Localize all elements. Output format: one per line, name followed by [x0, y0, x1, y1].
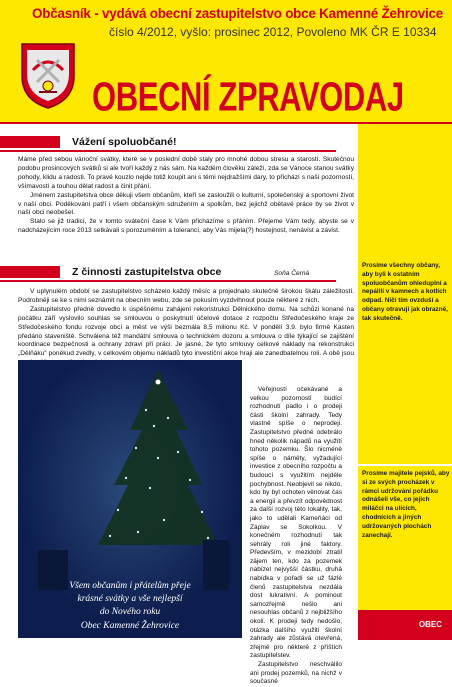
sidebar-note-dogs: Prosíme majitele pejsků, aby si ze svých procházek v rámci udržování pořádku odnášeli vše, co jejich miláčci na ulicích, chodnících a jiných udržovaných plochách zanechají.: [362, 470, 450, 539]
heading-accent-block: [0, 266, 60, 278]
greeting-title: Vážení spoluobčané!: [72, 136, 177, 148]
christmas-tree-photo: [18, 360, 242, 638]
council-column-paragraph: Zastupitelstvo neschválilo ani prodej pozemků, na nichž v současné: [250, 661, 342, 686]
council-intro: [18, 288, 354, 368]
footer-badge: [358, 610, 452, 640]
footer-label: OBEC: [418, 620, 442, 629]
greeting-paragraph: Stalo se již tradicí, že v tomto sváteční čase k Vám přicházíme s přáním. Přejeme Vám tedy, abyste se v nadcházejícím roce 2013 setkávali s porozuměním a tolerancí, aby Vás mijela(?) hostejnost, nenávist a závist.: [18, 218, 354, 235]
coat-of-arms-icon: [19, 40, 77, 110]
council-title: Z činnosti zastupitelstva obce: [72, 266, 222, 278]
council-paragraph: V uplynulém období se zastupitelstvo scházelo každý měsíc a projednalo skutečně širokou škálu záležitostí. Podrobněji se ke s nimi seznámit na obecním webu, zde se pokusím vyzdvihnout pouze některé z nich.: [18, 288, 354, 304]
greeting-heading-bar: [0, 134, 336, 152]
council-heading-bar: [0, 264, 336, 282]
council-paragraph: Zastupitelstvo předně dovedlo k úspěšnému zahájení rekonstrukci Dělnického domu. Na schůzi konané na počátku září vyslovilo souhlas se smlouvou o poskytnutí účelové dotace z rozpočtu Středočeského kraje ze Středočeského fondu rozvoje obcí a měst ve výši bezmála 8,5 milionu Kč. V pondělí 3.9. bylo firmě Kasten předáno staveniště. Schválena též mandátní smlouva o technickém dozoru a smlouva o díle týkající se zajištění koordinace bezpečnosti a ochrany zdraví při práci. Je jasné, že tyto smlouvy celkové náklady na rekonstrukci „Dělňáku“ poněkud zvedly, v celkovém objemu nákladů tyto investiční akce hraji ale zanedbatelnou roli. A obě jsou: [18, 305, 354, 358]
publication-tagline: Občasník - vydává obecní zastupitelstvo obce Kamenné Žehrovice: [32, 6, 444, 21]
sidebar-note-heating: Prosíme všechny občany, aby byli k ostatním spoluobčanům ohleduplní a nepálili v kamnech a kotlích odpad. Ničí tím ovzduší a občany otravují jak obrazně, tak skutečně.: [362, 262, 448, 322]
heading-accent-block: [0, 136, 60, 148]
photo-caption-line: Všem občanům i přátelům přeje: [69, 581, 191, 591]
sidebar-panel: [358, 124, 452, 640]
greeting-signature: Soňa Černá: [274, 270, 310, 277]
sidebar-divider: [358, 464, 452, 466]
photo-caption-line: do Nového roku: [99, 607, 161, 617]
greeting-paragraph: Jménem zastupitelstva obce děkuji všem občanům, kteří se zasloužili o kulturní, společenský a sportovní život v naší obci. Poděkování patří i všem občanským sdružením a spolkům, bez jejichž obětavé práce by se život v naší obci neobešel.: [18, 191, 354, 217]
newsletter-title: OBECNÍ ZPRAVODAJ: [92, 73, 404, 120]
greeting-body: [18, 156, 354, 236]
masthead-banner: [0, 0, 452, 122]
photo-caption-line: Obec Kamenné Žehrovice: [80, 621, 180, 631]
council-column-paragraph: Veřejností očekávané a velkou pozorností budící rozhodnutí padlo i o prodeji části školní zahrady. Tedy vlastně spíše o neprodeji. Zastupitelstvo předně odebrálo hned několik nápadů na využití tohoto pozemku. Šlo nicméně spíše o náměty, vyžadující investice z obecního rozpočtu a budoucí s využitím nejdéle pochybnost. Neobjevil se nikdo, kdo by byl ochoten věnovat čas a energii a převzít odpovědnost za další rozvoj této lokality, tak, jako to udělali Kameňáci od Záplav se Sokolkou. V konečném rozhodnutí tak sehrály roli jiné faktory. Především, v mezidobí ztratil zájem ten, kdo za pozemek nabízel nejvyšší částku, druhá nabídka v pořadí se už fázlé členů zastupitelstva nezdála dost lukrativní. A pominout samozřejmě nešlo ani nesouhlas občanů z nejbližšího okolí. K prodeji tedy nedošlo, otázka dalšího využití školní zahrady ale zůstává otevřená, zřejmě pro některé z příštích zastupitelstev.: [250, 386, 342, 660]
photo-caption-line: krásné svátky a vše nejlepší: [77, 594, 183, 604]
issue-info: číslo 4/2012, vyšlo: prosinec 2012, Povoleno MK ČR E 10334: [109, 25, 437, 39]
greeting-paragraph: Máme před sebou vánoční svátky, které se v poslední době staly pro mnohé dobou stresu a starostí. Skutečnou podobu prosincových svátků si ale tvoří každý z nás sám. Na každém člověku záleží, zda se Vánoce stanou svátky pohody, klidu a radosti. To pravé kouzlo nejde totiž koupit ani s těmi nejdražšími dary, to přichází s naší pozorností, všímavostí a touhou dělat radost a činit přání.: [18, 156, 354, 190]
council-column: [250, 386, 342, 687]
